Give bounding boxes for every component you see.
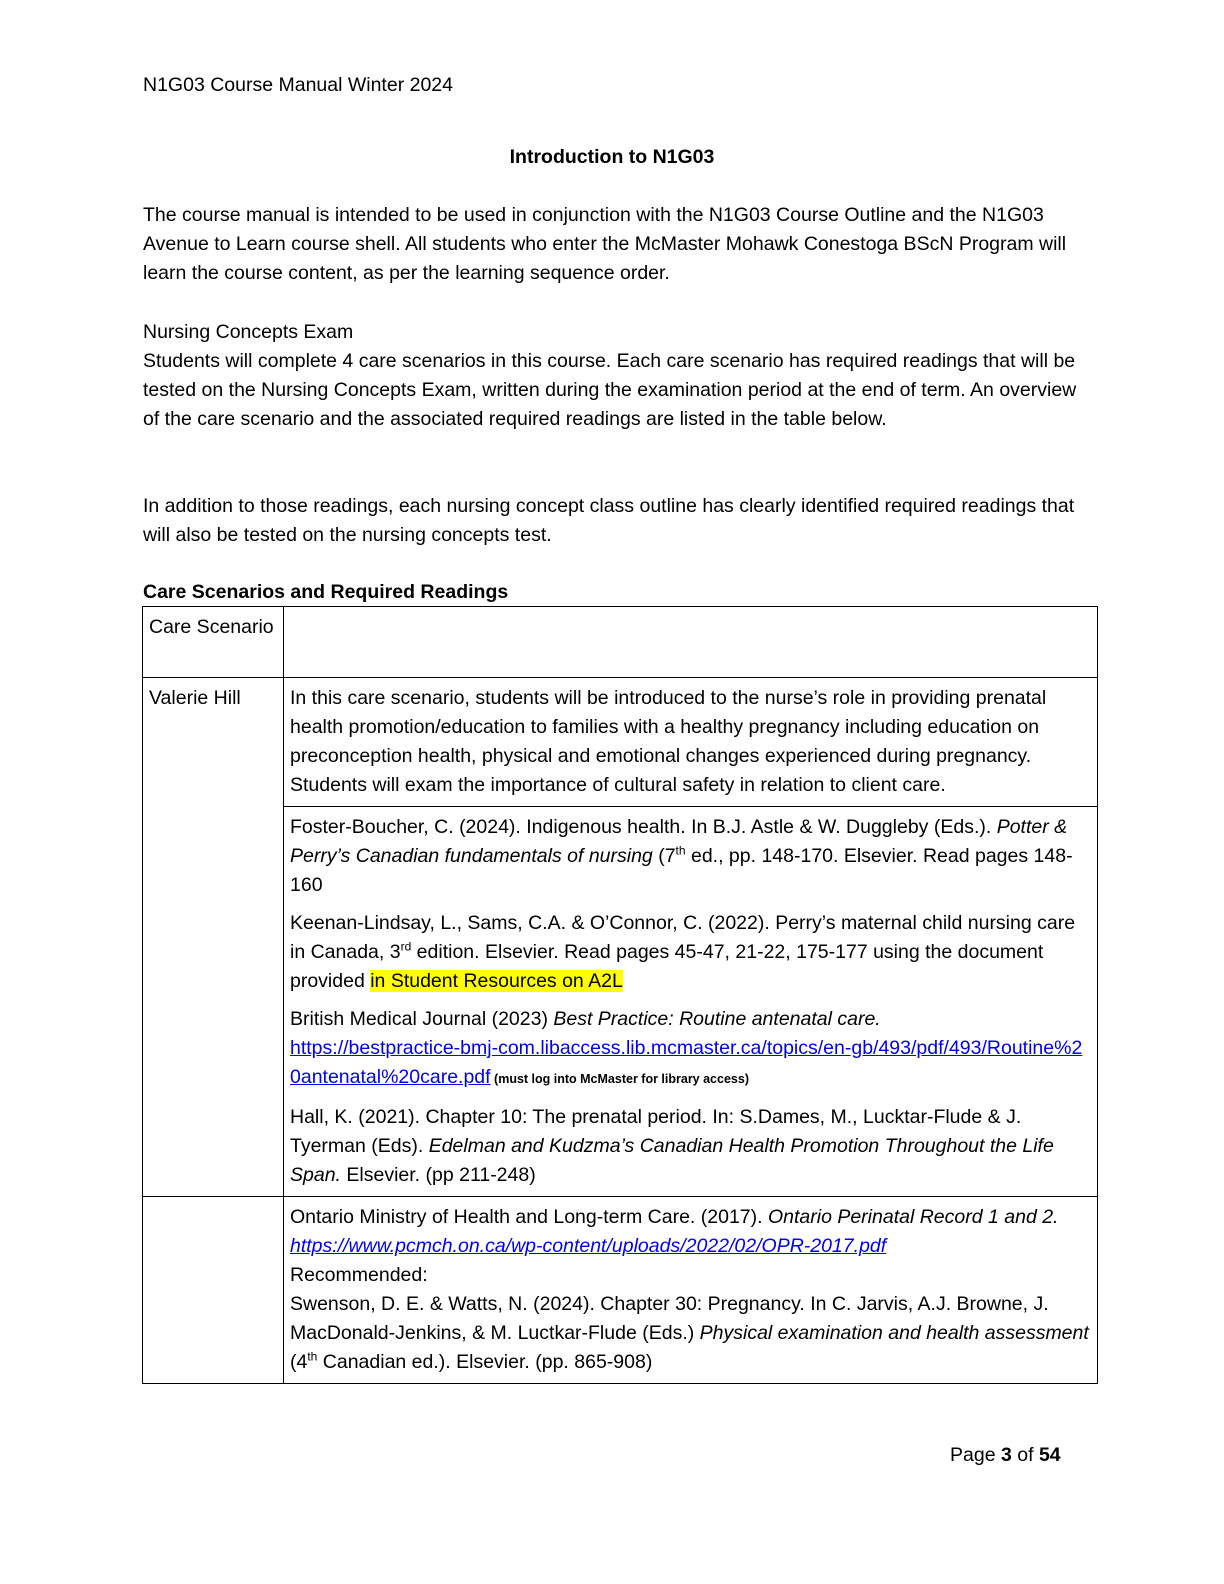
page-label: Page	[950, 1444, 1001, 1466]
reference-hall	[290, 1103, 1091, 1190]
scenario-description: In this care scenario, students will be introduced to the nurse’s role in providing prenatal health promotion/education to families with a healthy pregnancy including education on preconception health, physical and emotional changes experienced during pregnancy. Students will exam the importance of cultural safety in relation to client care.	[284, 678, 1098, 807]
ref-superscript: rd	[400, 939, 412, 954]
reference-keenan-lindsay	[290, 909, 1091, 996]
ref-text: Canadian ed.). Elsevier. (pp. 865-908)	[317, 1351, 653, 1373]
care-scenarios-table	[142, 606, 1098, 1384]
intro-paragraph: The course manual is intended to be used in conjunction with the N1G03 Course Outline and the N1G03 Avenue to Learn course shell. All students who enter the McMaster Mohawk Conestoga BScN Program will learn the course content, as per the learning sequence order.	[143, 204, 1067, 284]
ref-document-title: Ontario Perinatal Record 1 and 2.	[767, 1206, 1059, 1228]
page-title: Introduction to N1G03	[509, 146, 715, 168]
empty-scenario-cell	[143, 1197, 284, 1384]
ref-text: Swenson, D. E. & Watts, N. (2024). Chapter 30: Pregnancy. In C. Jarvis, A.J. Browne, J. MacDonald-Jenkins, & M. Luctkar-Flude (Eds.)	[290, 1293, 1049, 1344]
readings-cell	[284, 807, 1098, 1197]
table-row	[143, 807, 1098, 1197]
ref-text: (4	[290, 1351, 308, 1373]
ref-text: British Medical Journal (2023)	[290, 1008, 554, 1030]
reference-bmj	[290, 1005, 1091, 1094]
table-heading: Care Scenarios and Required Readings	[143, 581, 509, 603]
ref-article-title: Best Practice: Routine antenatal care.	[553, 1008, 881, 1030]
ref-text: Keenan-Lindsay, L., Sams, C.A. & O’Connor, C. (2022). Perry’s maternal child nursing care in Canada, 3	[290, 912, 1076, 963]
ref-text: edition. Elsevier. Read pages 45-47, 21-22, 175-177 using the document provided	[290, 941, 1044, 992]
exam-heading: Nursing Concepts Exam	[143, 321, 354, 343]
highlighted-text: in Student Resources on A2L	[370, 970, 623, 992]
ref-book-title: Potter & Perry’s Canadian fundamentals of nursing	[290, 816, 1068, 867]
exam-paragraph: Students will complete 4 care scenarios in this course. Each care scenario has required readings that will be tested on the Nursing Concepts Exam, written during the examination period at the end of term. An overview of the care scenario and the associated required readings are listed in the table below.	[143, 350, 1077, 430]
bmj-link[interactable]: https://bestpractice-bmj-com.libaccess.lib.mcmaster.ca/topics/en-gb/493/pdf/493/Routine%20antenatal%20care.pdf	[290, 1037, 1083, 1088]
additional-paragraph: In addition to those readings, each nursing concept class outline has clearly identified required readings that will also be tested on the nursing concepts test.	[143, 495, 1075, 546]
recommended-label: Recommended:	[290, 1264, 428, 1286]
ref-text: ed., pp. 148-170. Elsevier. Read pages 148-160	[290, 845, 1073, 896]
total-pages: 54	[1038, 1444, 1061, 1466]
opr-link[interactable]: https://www.pcmch.on.ca/wp-content/uploads/2022/02/OPR-2017.pdf	[290, 1235, 887, 1257]
ref-book-title: Physical examination and health assessment	[699, 1322, 1089, 1344]
ref-book-title: Edelman and Kudzma’s Canadian Health Promotion Throughout the Life Span.	[290, 1135, 1054, 1186]
page-header: N1G03 Course Manual Winter 2024	[143, 74, 453, 96]
table-header-row	[143, 607, 1098, 678]
reference-swenson	[290, 1290, 1091, 1377]
table-row	[143, 678, 1098, 807]
ref-text: Hall, K. (2021). Chapter 10: The prenatal period. In: S.Dames, M., Lucktar-Flude & J. Tyerman (Eds).	[290, 1106, 1022, 1157]
scenario-name: Valerie Hill	[143, 678, 284, 1197]
reference-ontario-ministry	[290, 1203, 1091, 1261]
ref-superscript: th	[307, 1349, 318, 1364]
ref-text: Foster-Boucher, C. (2024). Indigenous health. In B.J. Astle & W. Duggleby (Eds.).	[290, 816, 997, 838]
col-header-care-scenario: Care Scenario	[143, 607, 284, 678]
exam-section	[143, 318, 1083, 434]
reference-foster-boucher	[290, 813, 1091, 900]
ref-text: Elsevier. (pp 211-248)	[340, 1164, 536, 1186]
readings-cell	[284, 1197, 1098, 1384]
ref-text: (7	[652, 845, 676, 867]
ref-superscript: th	[675, 843, 686, 858]
current-page: 3	[1000, 1444, 1012, 1466]
library-access-note: (must log into McMaster for library access)	[490, 1072, 749, 1086]
col-header-empty	[284, 607, 1098, 678]
page-number	[950, 1441, 1061, 1470]
page-of-label: of	[1011, 1444, 1039, 1466]
ref-text: Ontario Ministry of Health and Long-term Care. (2017).	[290, 1206, 768, 1228]
table-row	[143, 1197, 1098, 1384]
